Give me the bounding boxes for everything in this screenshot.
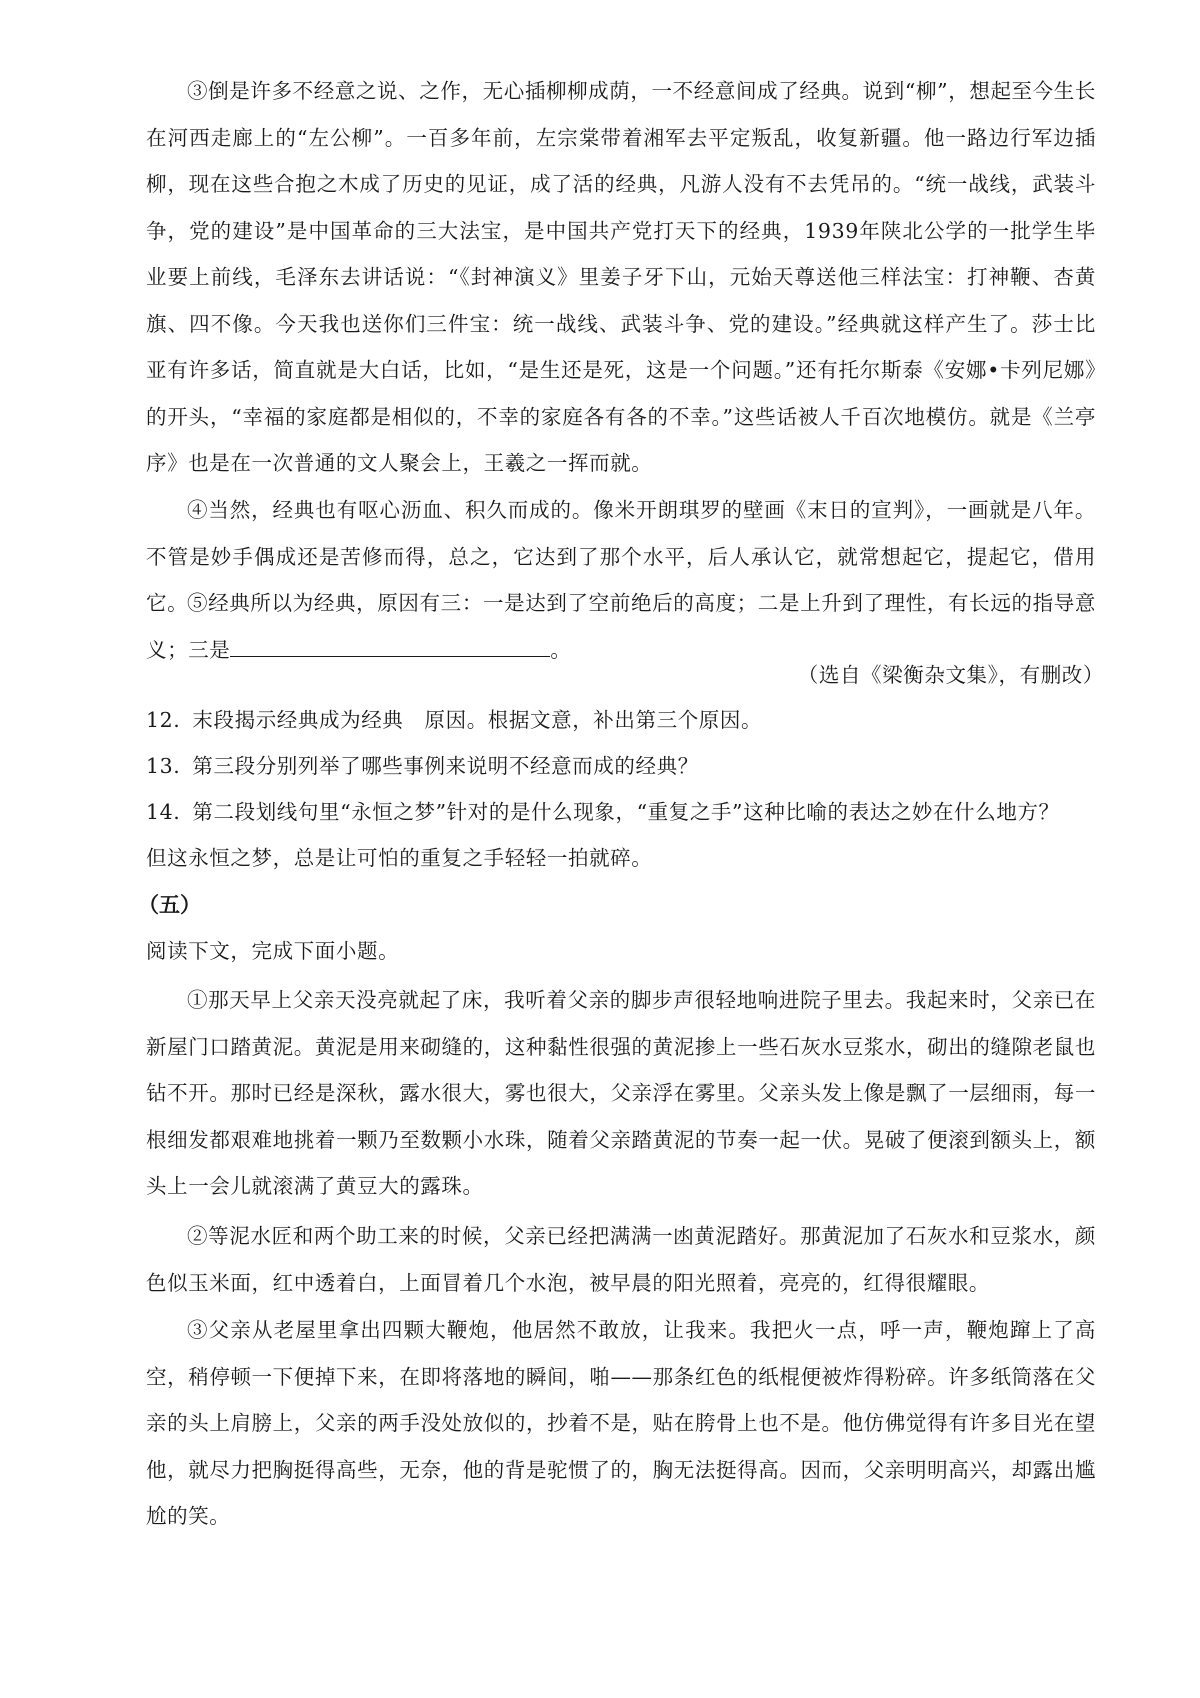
question-text: 末段揭示经典成为经典 原因。根据文意，补出第三个原因。 [192,708,763,732]
paragraph-5-end: 。 [550,637,572,662]
paragraph-text: ④当然，经典也有呕心沥血、积久而成的。像米开朗琪罗的壁画《末日的宣判》，一画就是八年。不管是妙手偶成还是苦修而得，总之，它达到了那个水平，后人承认它，就常想起它，提起它，借用它。 [146,498,1096,615]
question-number: 14. [146,800,181,824]
section-5-heading: （五） [138,893,201,917]
quoted-sentence: 但这永恒之梦，总是让可怕的重复之手轻轻一拍就碎。 [146,846,653,870]
section5-paragraph-3 [146,1307,1096,1540]
source-citation: （选自《梁衡杂文集》，有删改） [797,663,1104,687]
question-number: 13. [146,754,181,778]
passage4-paragraph-3 [146,68,1096,487]
question-number: 12. [146,708,181,732]
question-14 [146,789,1096,835]
paragraph-text: ①那天早上父亲天没亮就起了床，我听着父亲的脚步声很轻地响进院子里去。我起来时，父亲已在新屋门口踏黄泥。黄泥是用来砌缝的，这种黏性很强的黄泥掺上一些石灰水豆浆水，砌出的缝隙老鼠也钻不开。那时已经是深秋，露水很大，雾也很大，父亲浮在雾里。父亲头发上像是飘了一层细雨，每一根细发都艰难地挑着一颗乃至数颗小水珠，随着父亲踏黄泥的节奏一起一伏。晃破了便滚到额头上，额头上一会儿就滚满了黄豆大的露珠。 [146,988,1096,1198]
question-text: 第三段分别列举了哪些事例来说明不经意而成的经典？ [192,754,699,778]
paragraph-text: ③倒是许多不经意之说、之作，无心插柳柳成荫，一不经意间成了经典。说到“柳”，想起至今生长在河西走廊上的“左公柳”。一百多年前，左宗棠带着湘军去平定叛乱，收复新疆。他一路边行军边插柳，现在这些合抱之木成了历史的见证，成了活的经典，凡游人没有不去凭吊的。“统一战线，武装斗争，党的建设”是中国革命的三大法宝，是中国共产党打天下的经典，1939年陕北公学的一批学生毕业要上前线，毛泽东去讲话说：“《封神演义》里姜子牙下山，元始天尊送他三样法宝：打神鞭、杏黄旗、四不像。今天我也送你们三件宝：统一战线、武装斗争、党的建设。”经典就这样产生了。莎士比亚有许多话，简直就是大白话，比如，“是生还是死，这是一个问题。”还有托尔斯泰《安娜•卡列尼娜》的开头，“幸福的家庭都是相似的，不幸的家庭各有各的不幸。”这些话被人千百次地模仿。就是《兰亭序》也是在一次普通的文人聚会上，王羲之一挥而就。 [146,79,1096,475]
section5-paragraph-1 [146,977,1096,1210]
question-13 [146,743,1096,789]
paragraph-5-text: ⑤经典所以为经典，原因有三：一是达到了空前绝后的高度；二是上升到了理性，有长远的指导意义；三是 [146,591,1096,662]
section-5-instruction: 阅读下文，完成下面小题。 [146,939,400,963]
question-12 [146,697,1096,743]
question-text: 第二段划线句里“永恒之梦”针对的是什么现象，“重复之手”这种比喻的表达之妙在什么地方？ [192,800,1060,824]
section5-paragraph-2 [146,1213,1096,1306]
paragraph-text: ②等泥水匠和两个助工来的时候，父亲已经把满满一凼黄泥踏好。那黄泥加了石灰水和豆浆水，颜色似玉米面，红中透着白，上面冒着几个水泡，被早晨的阳光照着，亮亮的，红得很耀眼。 [146,1224,1096,1295]
paragraph-text: ③父亲从老屋里拿出四颗大鞭炮，他居然不敢放，让我来。我把火一点，呼一声，鞭炮蹿上了高空，稍停顿一下便掉下来，在即将落地的瞬间，啪——那条红色的纸棍便被炸得粉碎。许多纸筒落在父亲的头上肩膀上，父亲的两手没处放似的，抄着不是，贴在胯骨上也不是。他仿佛觉得有许多目光在望他，就尽力把胸挺得高些，无奈，他的背是驼惯了的，胸无法挺得高。因而，父亲明明高兴，却露出尴尬的笑。 [146,1318,1096,1528]
